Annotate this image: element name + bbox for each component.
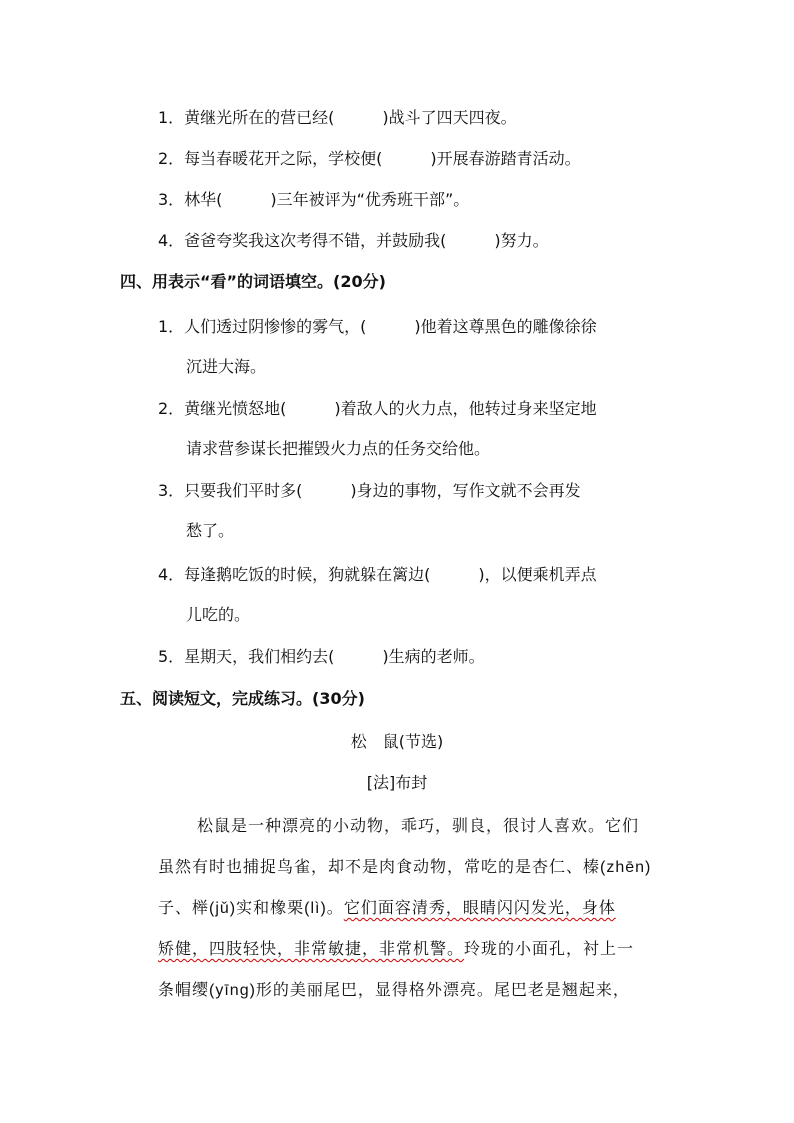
question-4-1-line1: 1．人们透过阴惨惨的雾气，( )他着这尊黑色的雕像徐徐 bbox=[158, 317, 597, 336]
question-4-5: 5．星期天，我们相约去( )生病的老师。 bbox=[158, 647, 485, 666]
question-4-1-line2: 沉进大海。 bbox=[186, 357, 267, 376]
question-3-2: 2．每当春暖花开之际，学校便( )开展春游踏青活动。 bbox=[158, 149, 581, 168]
question-4-3-line1: 3．只要我们平时多( )身边的事物，写作文就不会再发 bbox=[158, 481, 581, 500]
question-3-3: 3．林华( )三年被评为“优秀班干部”。 bbox=[158, 190, 470, 209]
passage-text: 玲珑的小面孔，衬上一 bbox=[464, 939, 635, 958]
question-4-2-line1: 2．黄继光愤怒地( )着敌人的火力点，他转过身来坚定地 bbox=[158, 399, 597, 418]
passage-line-1: 松鼠是一种漂亮的小动物，乖巧，驯良，很讨人喜欢。它们 bbox=[197, 816, 640, 835]
passage-text: 子、榉 bbox=[158, 898, 210, 917]
question-4-4-line1: 4．每逢鹅吃饭的时候，狗就躲在篱边( )，以便乘机弄点 bbox=[158, 565, 597, 584]
question-4-3-line2: 愁了。 bbox=[186, 521, 235, 540]
passage-text: 虽然有时也捕捉鸟雀，却不是肉食动物，常吃的是杏仁、榛 bbox=[158, 857, 601, 876]
section-4-heading: 四、用表示“看”的词语填空。(20分) bbox=[120, 272, 386, 291]
question-3-4: 4．爸爸夸奖我这次考得不错，并鼓励我( )努力。 bbox=[158, 231, 549, 250]
question-4-4-line2: 儿吃的。 bbox=[186, 605, 251, 624]
passage-text: 。 bbox=[326, 898, 344, 917]
pinyin-annotation: (yīng) bbox=[209, 982, 256, 999]
passage-line-3 bbox=[158, 897, 616, 920]
wavy-underlined-sentence: 矫健，四肢轻快，非常敏捷，非常机警。 bbox=[158, 939, 465, 958]
wavy-underlined-sentence: 它们面容清秀，眼睛闪闪发光，身体 bbox=[343, 898, 616, 917]
question-4-2-line2: 请求营参谋长把摧毁火力点的任务交给他。 bbox=[186, 439, 491, 458]
passage-line-2 bbox=[158, 856, 651, 879]
passage-text: 实和橡栗 bbox=[236, 898, 305, 917]
pinyin-annotation: (lì) bbox=[304, 900, 327, 917]
passage-title: 松 鼠(节选) bbox=[350, 732, 444, 751]
passage-line-4 bbox=[158, 938, 634, 960]
pinyin-annotation: (jǔ) bbox=[209, 900, 237, 917]
passage-text: 形的美丽尾巴，显得格外漂亮。尾巴老是翘起来， bbox=[255, 980, 630, 999]
passage-text: 条帽缨 bbox=[158, 980, 210, 999]
passage-line-5 bbox=[158, 979, 630, 1002]
section-5-heading: 五、阅读短文，完成练习。(30分) bbox=[120, 689, 365, 708]
question-3-1: 1．黄继光所在的营已经( )战斗了四天四夜。 bbox=[158, 108, 517, 127]
passage-author: [法]布封 bbox=[366, 773, 428, 792]
pinyin-annotation: (zhēn) bbox=[600, 859, 652, 876]
